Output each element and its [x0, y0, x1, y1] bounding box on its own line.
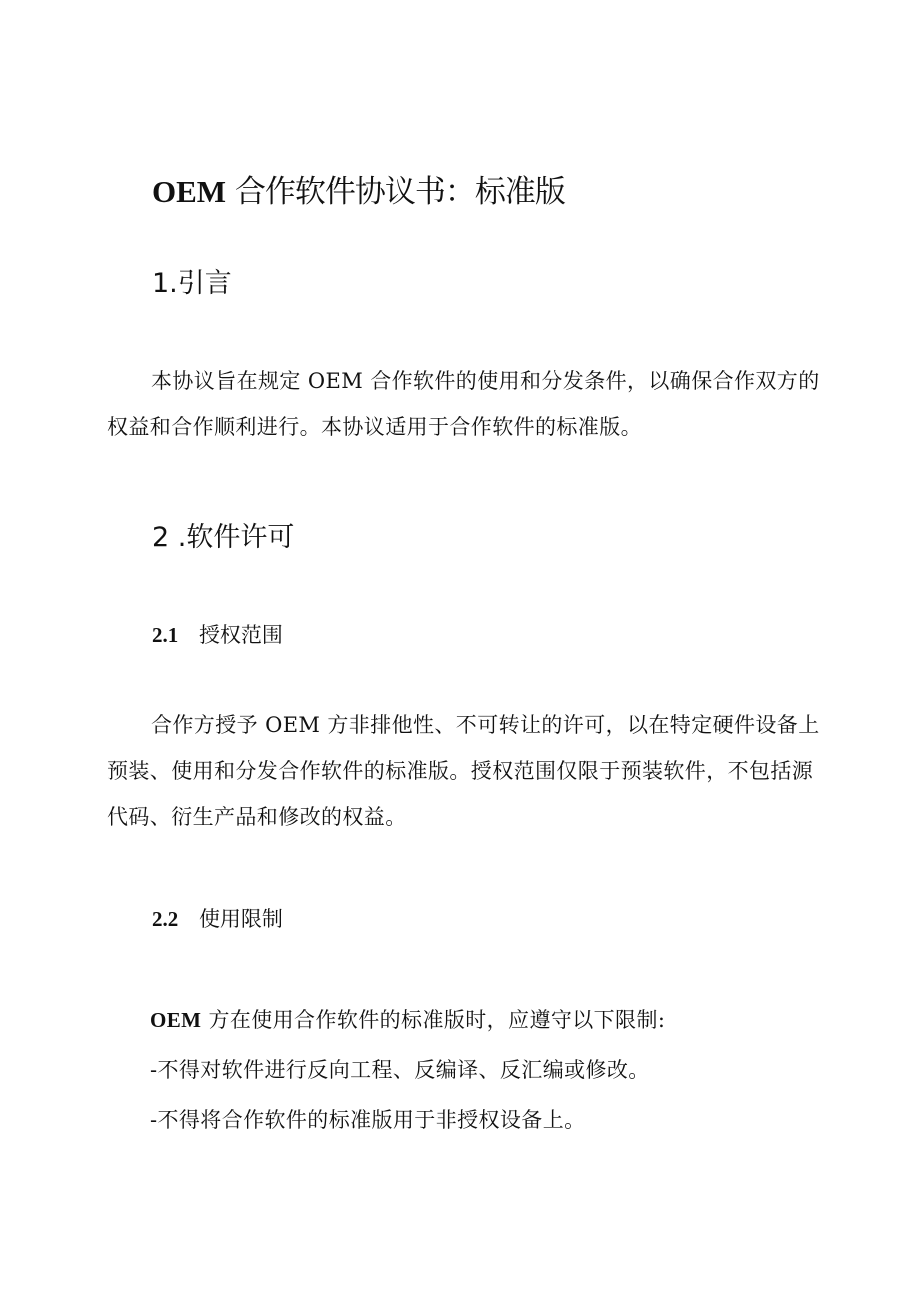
intro-oem: OEM [150, 1008, 202, 1032]
section-2-heading: 2 .软件许可 [152, 522, 295, 553]
section-2-2-intro [150, 1000, 665, 1040]
section-2-1-number: 2.1 [152, 623, 179, 647]
section-2-1-heading [152, 620, 283, 650]
document-title [152, 170, 565, 214]
section-2-1-paragraph: 合作方授予 OEM 方非排他性、不可转让的许可，以在特定硬件设备上预装、使用和分发合作软件的标准版。授权范围仅限于预装软件，不包括源代码、衍生产品和修改的权益。 [107, 713, 820, 829]
restriction-item: -不得对软件进行反向工程、反编译、反汇编或修改。 [150, 1058, 650, 1082]
intro-text: 方在使用合作软件的标准版时，应遵守以下限制: [208, 1008, 666, 1032]
section-2-1-title: 授权范围 [198, 623, 283, 647]
title-text: 合作软件协议书：标准版 [234, 174, 565, 210]
restriction-item: -不得将合作软件的标准版用于非授权设备上。 [150, 1108, 586, 1132]
section-1-heading: 1.引言 [152, 268, 232, 299]
section-2-2-heading [152, 904, 283, 934]
section-1-paragraph: 本协议旨在规定 OEM 合作软件的使用和分发条件，以确保合作双方的权益和合作顺利进行。本协议适用于合作软件的标准版。 [107, 369, 820, 439]
section-2-2-number: 2.2 [152, 907, 179, 931]
section-2-2-title: 使用限制 [198, 907, 283, 931]
title-oem: OEM [152, 174, 227, 209]
